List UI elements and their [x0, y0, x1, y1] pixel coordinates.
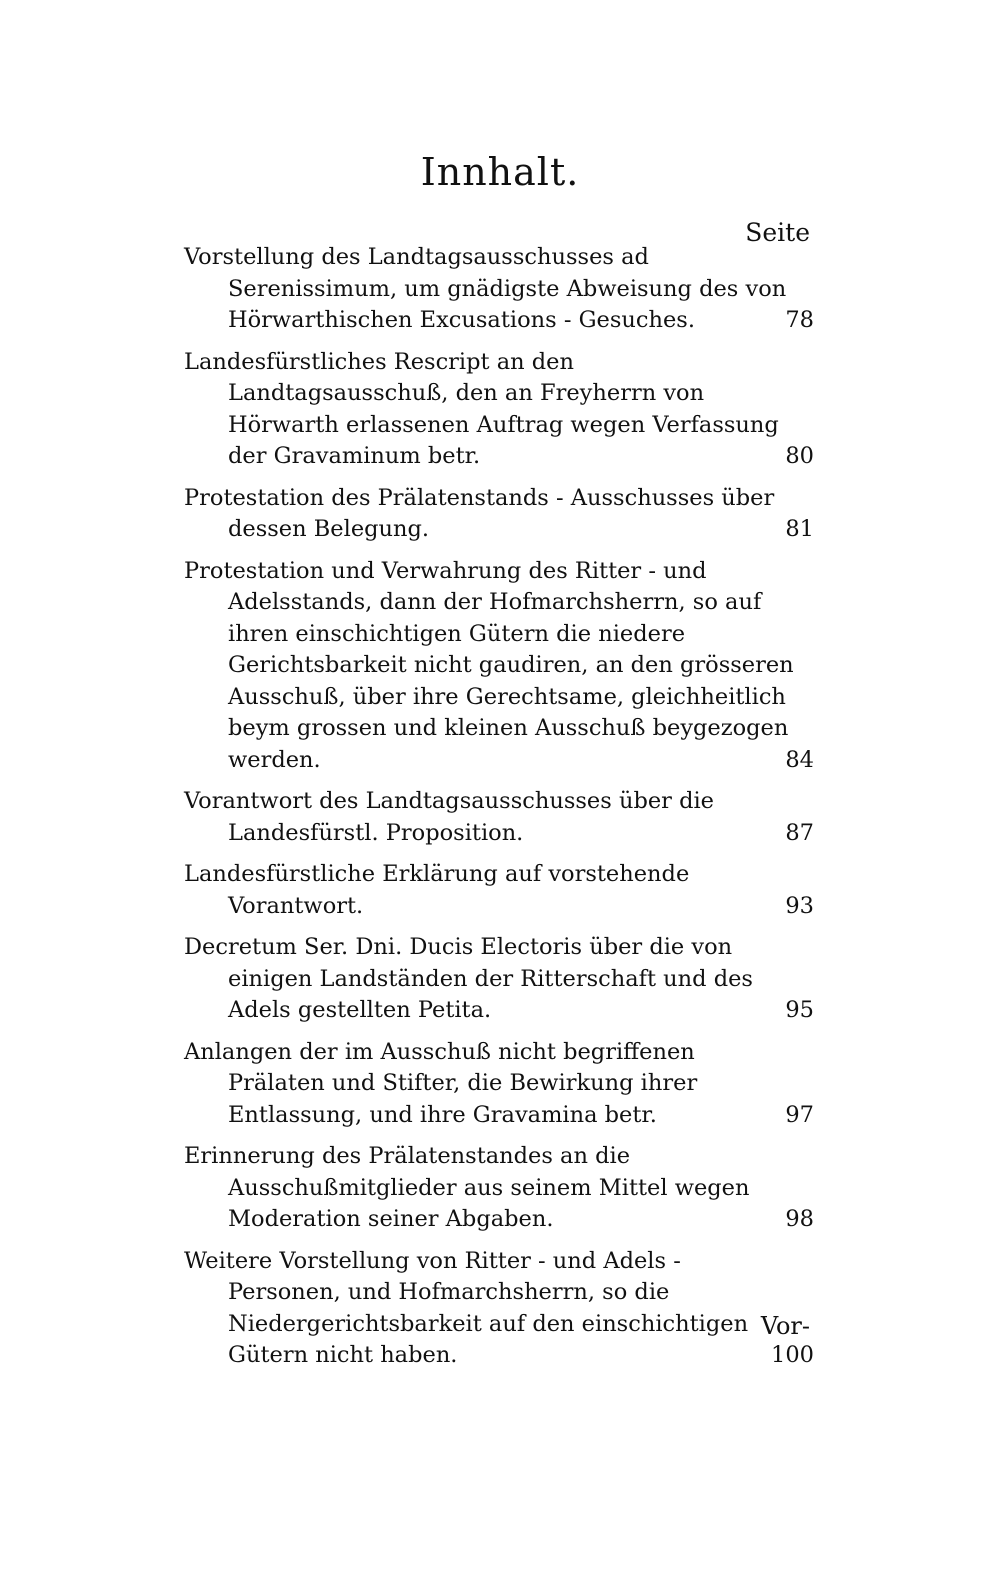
toc-entry-page: 98	[785, 1206, 814, 1232]
toc-entry-page: 78	[785, 307, 814, 333]
toc-entry-page: 81	[785, 516, 814, 542]
table-of-contents	[184, 242, 814, 1382]
toc-entry	[184, 859, 814, 922]
toc-entry-text: Protestation und Verwahrung des Ritter - und Adelsstands, dann der Hofmarchsherrn, so auf ihren einschichtigen Gütern die niedere Gerichtsbarkeit nicht gaudiren, an den grösseren Ausschuß, über ihre Gerechtsame, gleichheitlich beym grossen und kleinen Ausschuß beygezogen werden.	[184, 557, 794, 773]
toc-entry	[184, 1037, 814, 1132]
toc-entry-page: 97	[785, 1101, 814, 1128]
toc-entry	[184, 483, 814, 546]
catchword: Vor-	[760, 1312, 810, 1340]
page-title: Innhalt.	[420, 150, 580, 194]
toc-entry-text: Landesfürstliche Erklärung auf vorstehende Vorantwort.	[184, 861, 690, 919]
toc-entry-page: 87	[785, 819, 814, 846]
toc-entry-text: Anlangen der im Ausschuß nicht begriffenen Prälaten und Stifter, die Bewirkung ihrer Entlassung, und ihre Gravamina betr.	[184, 1038, 698, 1128]
toc-entry-page: 100	[771, 1342, 814, 1368]
toc-entry	[184, 347, 814, 473]
toc-entry	[184, 242, 814, 337]
toc-entry	[184, 1141, 814, 1236]
toc-entry-text: Erinnerung des Prälatenstandes an die Ausschußmitglieder aus seinem Mittel wegen Moderation seiner Abgaben.	[184, 1143, 750, 1232]
page-column-label: Seite	[745, 218, 810, 247]
toc-entry-page: 84	[785, 746, 814, 773]
toc-entry-page: 93	[785, 892, 814, 919]
toc-entry	[184, 786, 814, 849]
toc-entry-text: Decretum Ser. Dni. Ducis Electoris über die von einigen Landständen der Ritterschaft und des Adels gestellten Petita.	[184, 934, 753, 1023]
toc-entry-text: Vorstellung des Landtagsausschusses ad Serenissimum, um gnädigste Abweisung des von Hörwarthischen Excusations - Gesuches.	[184, 244, 787, 333]
toc-entry-text: Vorantwort des Landtagsausschusses über die Landesfürstl. Proposition.	[184, 788, 714, 846]
toc-entry	[184, 1246, 814, 1372]
toc-entry-page: 80	[785, 443, 814, 469]
toc-entry-page: 95	[785, 997, 814, 1023]
toc-entry	[184, 556, 814, 777]
toc-entry-text: Weitere Vorstellung von Ritter - und Adels - Personen, und Hofmarchsherrn, so die Niedergerichtsbarkeit auf den einschichtigen Gütern nicht haben.	[184, 1247, 749, 1368]
toc-entry	[184, 932, 814, 1027]
toc-entry-text: Landesfürstliches Rescript an den Landtagsausschuß, den an Freyherrn von Hörwarth erlassenen Auftrag wegen Verfassung der Gravaminum betr.	[184, 348, 779, 469]
toc-entry-text: Protestation des Prälatenstands - Ausschusses über dessen Belegung.	[184, 484, 775, 542]
